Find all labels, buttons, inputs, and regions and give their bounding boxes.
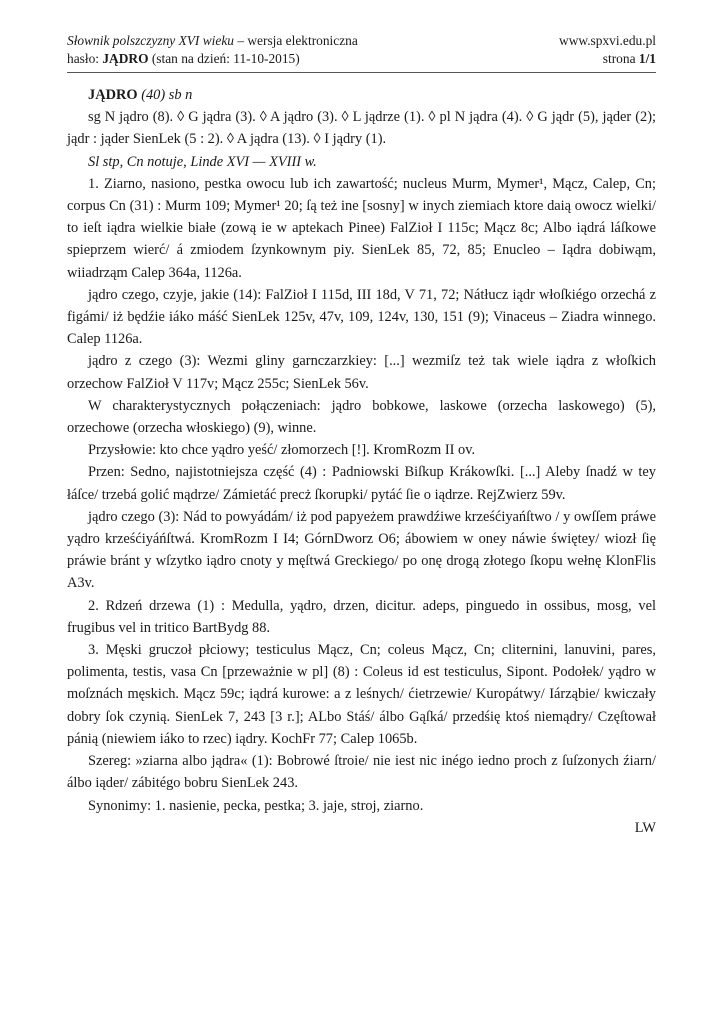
sense-1-construction-z: jądro z czego (3): Wezmi gliny garnczarzkiey: [...] wezmiſz też tak wiele iądra z włoſkich orzechow FalZioł V 117v; Mącz 255c; SienLek 56v.: [67, 353, 656, 392]
entry-status: (stan na dzień: 11-10-2015): [151, 51, 300, 66]
entry-grammar: sb n: [168, 87, 193, 103]
entry-count: (40): [141, 87, 166, 103]
sense-1-proverb: Przysłowie: kto chce yądro yeść/ złomorzech [!]. KromRozm II ov.: [88, 442, 476, 459]
sense-series: Szereg: »ziarna albo jądra« (1): Bobrowé ſtroie/ nie iest nic inégo iedno proch z ſuſzonych źiarn/ álbo iąder/ zábitégo bobru SienLek 243.: [67, 753, 656, 792]
entry-headword: JĄDRO: [88, 87, 138, 103]
dictionary-entry: [67, 84, 656, 839]
header-headword: JĄDRO: [102, 51, 149, 66]
sense-1-construction: jądro czego, czyje, jakie (14): FalZioł I 115d, III 18d, V 71, 72; Nátłucz iądr włoſkiégo orzechá z figámi/ iż będźie iáko máść SienLek 125v, 47v, 109, 124v, 130, 151 (9); Vinaceus – Ziadra winnego. Calep 1126a.: [67, 286, 656, 348]
page-header: [67, 32, 656, 68]
sense-1: 1. Ziarno, nasiono, pestka owocu lub ich zawartość; nucleus Murm, Mymer¹, Mącz, Calep, Cn; corpus Cn (31) : Murm 109; Mymer¹ 20; ſą też ine [sosny] w inych ziemiach ktore daią owocz wielki/ to ieſt iądra wielkie białe (zową ie w aptekach Pinee) FalZioł I 115c; Mącz 8c; Albo iądrá láſkowe spieprzem wierć/ á zmiodem ſzynkownym piy. SienLek 85, 72, 85; Enucleo – Iądra dobiwąm, wiiadrząm Calep 364a, 1126a.: [67, 175, 656, 281]
sense-1-collocations: W charakterystycznych połączeniach: jądro bobkowe, laskowe (orzecha laskowego) (5), orzechowe (orzecha włoskiego) (9), winne.: [67, 397, 656, 437]
entry-info: hasło: JĄDRO (stan na dzień: 11-10-2015): [67, 51, 300, 66]
synonyms: Synonimy: 1. nasienie, pecka, pestka; 3. jaje, stroj, ziarno.: [88, 797, 424, 814]
dictionary-title: Słownik polszczyzny XVI wieku – wersja elektroniczna: [67, 33, 358, 48]
header-divider: [67, 72, 656, 73]
sense-1-figurative-construction: jądro czego (3): Nád to powyádám/ iż pod papyeżem prawdźiwe krześćiyańſtwo / y owſſem práwe yądro krześćiyáńſtwá. KromRozm I I4; GórnDworz O6; ábowiem w oney náwie świętey/ wiozł ſię práwie bránt y wſzytko iądro cnoty y męſtwá Greckiego/ po onę drogą złotego ſkopu wełnę KlonFlis A3v.: [67, 508, 656, 592]
header-row-top: [67, 32, 656, 50]
entry-sources: Sl stp, Cn notuje, Linde XVI — XVIII w.: [88, 153, 317, 170]
sense-1-figurative: Przen: Sedno, najistotniejsza część (4) : Padniowski Biſkup Krákowſki. [...] Aleby ſnadź w tey łáſce/ trzebá golić mądrze/ Zámietáć precż ſkorupki/ pytáć ſie o iądrze. RejZwierz 59v.: [67, 464, 656, 503]
sense-3: 3. Męski gruczoł płciowy; testiculus Mącz, Cn; coleus Mącz, Cn; cliternini, lanuvini, pares, polimenta, testis, vasa Cn [przeważnie w pl] (8) : Coleus id est testiculus, Sipont. Podołek/ yądro w moſznách męskich. Mącz 59c; iądrá kurowe: a z leśnych/ ćietrzewie/ Kuropátwy/ Iárząbie/ kwiczały dobry ſok czynią. SienLek 7, 243 [3 r.]; ALbo Stáś/ álbo Gąſká/ przedśię ktoś niemądry/ Częſtował pánią (niewiem iáko to rzec) iądry. KochFr 77; Calep 1065b.: [67, 642, 656, 747]
entry-headline: [67, 84, 656, 106]
page-number: strona 1/1: [602, 51, 656, 66]
header-row-bottom: [67, 50, 656, 68]
entry-forms: sg N jądro (8). ◊ G jądra (3). ◊ A jądro (3). ◊ L jądrze (1). ◊ pl N jądra (4). ◊ G jądr (5), jąder (2); jądr : jąder SienLek (5 : 2). ◊ A jądra (13). ◊ I jądry (1).: [67, 109, 656, 148]
site-url: www.spxvi.edu.pl: [559, 33, 656, 48]
sense-2: 2. Rdzeń drzewa (1) : Medulla, yądro, drzen, dicitur. adeps, pinguedo in ossibus, mosg, vel frugibus vel in tritico BartBydg 88.: [67, 597, 656, 636]
author-initials: LW: [634, 819, 656, 836]
